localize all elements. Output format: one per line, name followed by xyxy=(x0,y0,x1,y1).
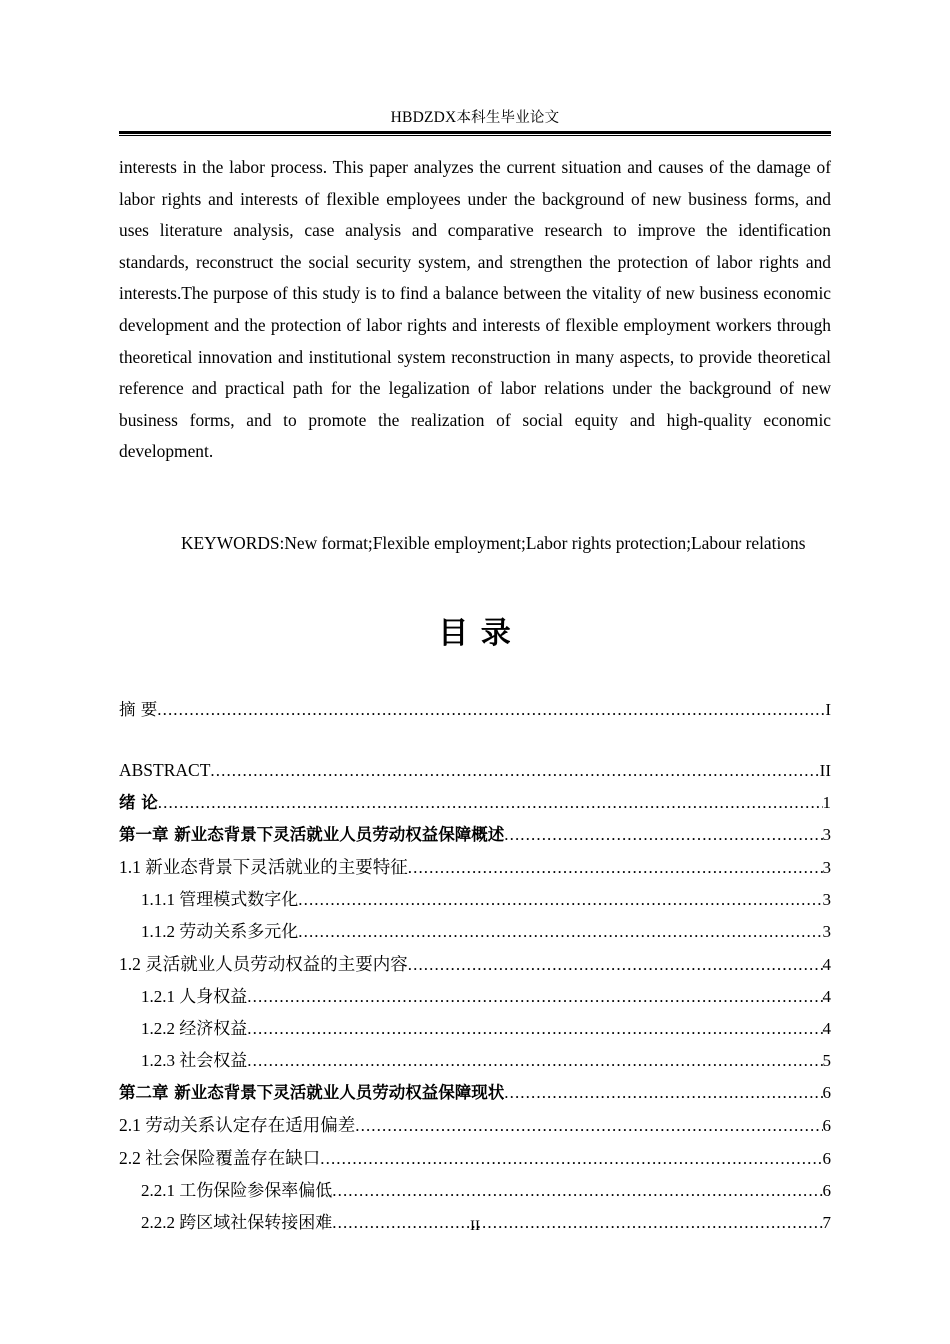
toc-dot-leader xyxy=(247,1013,822,1045)
toc-entry-label: 2.2.1 工伤保险参保率偏低 xyxy=(141,1181,333,1200)
toc-entry-label: 2.2 社会保险覆盖存在缺口 xyxy=(119,1148,321,1168)
toc-entry[interactable] xyxy=(119,1045,831,1077)
toc-dot-leader xyxy=(157,694,825,726)
abstract-paragraph: interests in the labor process. This paper analyzes the current situation and causes of the damage of labor rights and interests of flexible employees under the background of new business forms, and uses literature analysis, case analysis and comparative research to improve the identification standards, reconstruct the social security system, and strengthen the protection of labor rights and interests.The purpose of this study is to find a balance between the vitality of new business economic development and the protection of labor rights and interests of flexible employment workers through theoretical innovation and institutional system reconstruction in many aspects, to provide theoretical reference and practical path for the legalization of labor relations under the background of new business forms, and to promote the realization of social equity and high-quality economic development. xyxy=(119,157,831,462)
toc-entry[interactable] xyxy=(119,1013,831,1045)
toc-entry-page: 1 xyxy=(822,793,831,812)
paragraph-gap xyxy=(119,468,831,528)
toc-entry-label: 1.2.3 社会权益 xyxy=(141,1051,248,1070)
toc-entry-label: 1.1.1 管理模式数字化 xyxy=(141,890,299,909)
toc-entry[interactable] xyxy=(119,1175,831,1207)
toc-entry-page: 6 xyxy=(822,1149,831,1168)
toc-entry-label: 1.1.2 劳动关系多元化 xyxy=(141,922,299,941)
toc-entry-page: 3 xyxy=(822,858,831,877)
toc-entry-label: 第二章 新业态背景下灵活就业人员劳动权益保障现状 xyxy=(119,1083,505,1102)
toc-entry-label: 1.2.1 人身权益 xyxy=(141,987,248,1006)
toc-dot-leader xyxy=(247,981,822,1013)
toc-entry[interactable] xyxy=(119,787,831,819)
toc-entry-label: ABSTRACT xyxy=(119,760,211,780)
toc-entry[interactable] xyxy=(119,694,831,726)
toc-dot-leader xyxy=(355,1110,822,1142)
toc-entry[interactable] xyxy=(119,754,831,787)
toc-entry-page: 4 xyxy=(822,1019,831,1038)
toc-entry[interactable] xyxy=(119,981,831,1013)
toc-entry-label: 2.2.2 跨区域社保转接困难 xyxy=(141,1213,333,1232)
footer-page-number: II xyxy=(470,1218,480,1234)
toc-dot-leader xyxy=(504,819,822,851)
header-double-rule xyxy=(119,131,831,136)
toc-title: 目 录 xyxy=(438,616,512,651)
toc-entry-label: 2.1 劳动关系认定存在适用偏差 xyxy=(119,1115,356,1135)
toc-entry-page: I xyxy=(825,700,831,719)
toc-entry[interactable] xyxy=(119,916,831,948)
abstract-body xyxy=(119,152,831,560)
toc-entry-page: II xyxy=(819,761,831,780)
toc-entry-label: 1.1 新业态背景下灵活就业的主要特征 xyxy=(119,857,408,877)
toc-dot-leader xyxy=(158,787,823,819)
toc-entry-page: 6 xyxy=(822,1116,831,1135)
toc-spacer xyxy=(119,726,831,754)
toc-dot-leader xyxy=(504,1077,822,1109)
toc-entry-label: 第一章 新业态背景下灵活就业人员劳动权益保障概述 xyxy=(119,825,505,844)
header-title-latin: HBDZDX xyxy=(390,109,457,126)
toc-entry[interactable] xyxy=(119,1142,831,1175)
running-header xyxy=(119,108,831,136)
toc-entry-page: 7 xyxy=(822,1213,831,1232)
toc-entry-page: 6 xyxy=(822,1181,831,1200)
header-title-cjk: 本科生毕业论文 xyxy=(456,110,560,126)
toc-entry-label: 1.2 灵活就业人员劳动权益的主要内容 xyxy=(119,954,408,974)
toc-entry[interactable] xyxy=(119,819,831,851)
toc-entry[interactable] xyxy=(119,948,831,981)
toc-dot-leader xyxy=(320,1143,822,1175)
toc-entry-page: 3 xyxy=(822,825,831,844)
toc-entry-page: 4 xyxy=(822,955,831,974)
toc-dot-leader xyxy=(210,755,819,787)
keywords-paragraph: KEYWORDS:New format;Flexible employment;Labor rights protection;Labour relations xyxy=(181,532,806,553)
toc-entry-label: 1.2.2 经济权益 xyxy=(141,1019,248,1038)
toc-entry-page: 3 xyxy=(822,890,831,909)
toc-entry-page: 4 xyxy=(822,987,831,1006)
toc-dot-leader xyxy=(408,852,823,884)
toc-entry[interactable] xyxy=(119,884,831,916)
header-title xyxy=(119,108,831,128)
toc-entry-label: 绪 论 xyxy=(119,793,158,812)
table-of-contents xyxy=(119,694,831,1239)
toc-entry[interactable] xyxy=(119,1077,831,1109)
toc-entry-page: 3 xyxy=(822,922,831,941)
toc-entry-page: 6 xyxy=(822,1083,831,1102)
toc-dot-leader xyxy=(298,884,822,916)
toc-entry[interactable] xyxy=(119,851,831,884)
toc-dot-leader xyxy=(247,1045,822,1077)
toc-entry-page: 5 xyxy=(822,1051,831,1070)
toc-dot-leader xyxy=(408,949,823,981)
toc-dot-leader xyxy=(298,916,822,948)
toc-entry-label: 摘 要 xyxy=(119,700,158,719)
toc-entry[interactable] xyxy=(119,1109,831,1142)
toc-dot-leader xyxy=(332,1175,822,1207)
